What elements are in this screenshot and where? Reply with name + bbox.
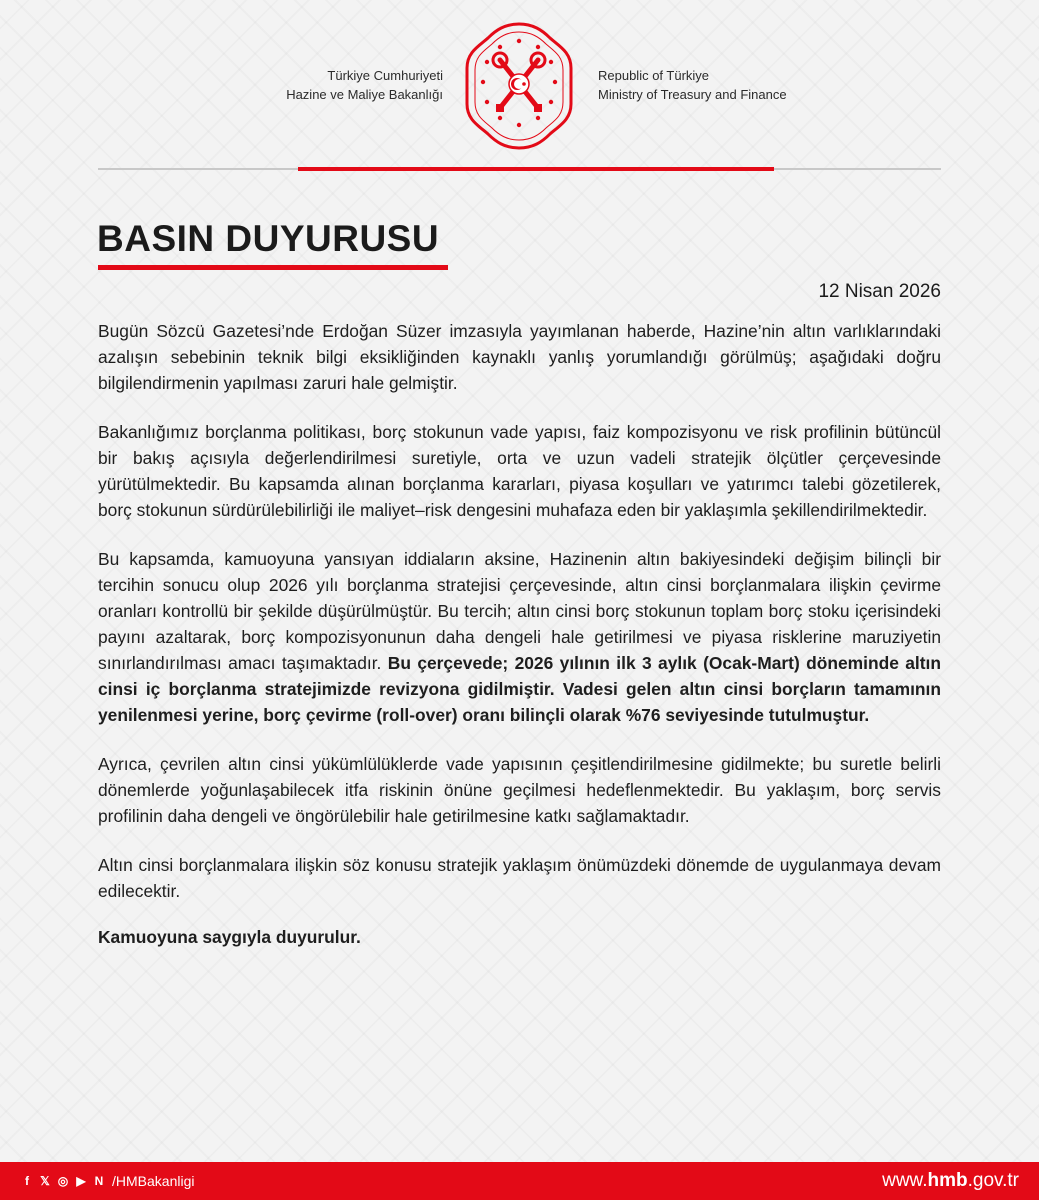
org-name-english bbox=[598, 66, 787, 104]
org-en-line1: Republic of Türkiye bbox=[598, 68, 710, 83]
closing-statement: Kamuoyuna saygıyla duyurulur. bbox=[98, 927, 361, 947]
ministry-emblem-icon bbox=[458, 20, 580, 152]
title-underline bbox=[98, 265, 448, 270]
website-domain: hmb bbox=[927, 1170, 968, 1191]
paragraph-3-emphasis: Bu çerçevede; 2026 yılının ilk 3 aylık (Ocak-Mart) döneminde altın cinsi iç borçlanma stratejimizde revizyona gidilmiştir. Vadesi gelen altın cinsi borçların tamamının yenilenmesi yerine, borç çevirme (roll-over) oranı bilinçli olarak %76 seviyesinde tutulmuştur. bbox=[98, 653, 941, 725]
paragraph-5: Altın cinsi borçlanmalara ilişkin söz konusu stratejik yaklaşım önümüzdeki dönemde de uygulanmaya devam edilecektir. bbox=[98, 855, 941, 901]
paragraph-3 bbox=[98, 546, 941, 728]
header-divider-accent bbox=[298, 167, 774, 171]
footer-bar bbox=[0, 1162, 1039, 1200]
paragraph-3-text: Bu kapsamda, kamuoyuna yansıyan iddiaların aksine, Hazinenin altın bakiyesindeki değişim bilinçli bir tercihin sonucu olup 2026 yılı borçlanma stratejisi çerçevesinde, altın cinsi borçlanmalara ilişkin çevirme oranları kontrollü bir şekilde düşürülmüştür. Bu tercih; altın cinsi borç stokunun toplam borç stoku içerisindeki payını azaltarak, borç kompozisyonunun daha dengeli hale getirilmesi ve piyasa risklerine maruziyetin sınırlandırılması amacı taşımaktadır. bbox=[98, 549, 941, 673]
website-prefix: www. bbox=[882, 1170, 928, 1191]
document-title: BASIN DUYURUSU bbox=[97, 218, 440, 259]
instagram-icon[interactable]: ◎ bbox=[57, 1174, 69, 1188]
paragraph-4: Ayrıca, çevrilen altın cinsi yükümlülüklerde vade yapısının çeşitlendirilmesine gidilmekte; bu suretle belirli dönemlerde yoğunlaşabilecek itfa riskinin önüne geçilmesi hedeflenmektedir. Bu yaklaşım, borç servis profilinin daha dengeli ve öngörülebilir hale getirilmesine katkı sağlamaktadır. bbox=[98, 754, 941, 826]
letterhead bbox=[0, 0, 1039, 175]
social-handle[interactable]: /HMBakanligi bbox=[112, 1173, 195, 1189]
paragraph-1: Bugün Sözcü Gazetesi’nde Erdoğan Süzer imzasıyla yayımlanan haberde, Hazine’nin altın varlıklarındaki azalışın sebebinin teknik bilgi eksikliğinden kaynaklı yanlış yorumlandığı görülmüş; aşağıdaki doğru bilgilendirmenin yapılması zaruri hale gelmiştir. bbox=[98, 321, 941, 393]
org-en-line2: Ministry of Treasury and Finance bbox=[598, 87, 787, 102]
org-name-turkish bbox=[286, 66, 443, 104]
document-body bbox=[98, 318, 941, 970]
youtube-icon[interactable]: ▶ bbox=[76, 1174, 86, 1188]
website-suffix: .gov.tr bbox=[967, 1170, 1019, 1191]
x-icon[interactable]: 𝕏 bbox=[40, 1174, 50, 1188]
org-tr-line1: Türkiye Cumhuriyeti bbox=[327, 68, 443, 83]
paragraph-2: Bakanlığımız borçlanma politikası, borç stokunun vade yapısı, faiz kompozisyonu ve risk profilinin bütüncül bir bakış açısıyla değerlendirilmesi suretiyle, orta ve uzun vadeli stratejik ölçütler çerçevesinde yürütülmektedir. Bu kapsamda alınan borçlanma kararları, piyasa koşulları ve yatırımcı talebi gözetilerek, borç stokunun sürdürülebilirliği ile maliyet–risk dengesini muhafaza eden bir yaklaşımla şekillendirilmektedir. bbox=[98, 422, 941, 520]
org-tr-line2: Hazine ve Maliye Bakanlığı bbox=[286, 87, 443, 102]
nsosyal-icon[interactable]: N bbox=[94, 1174, 104, 1188]
facebook-icon[interactable]: f bbox=[25, 1174, 29, 1188]
website-link[interactable] bbox=[882, 1170, 1019, 1192]
document-date: 12 Nisan 2026 bbox=[818, 281, 941, 302]
social-links bbox=[20, 1172, 194, 1190]
